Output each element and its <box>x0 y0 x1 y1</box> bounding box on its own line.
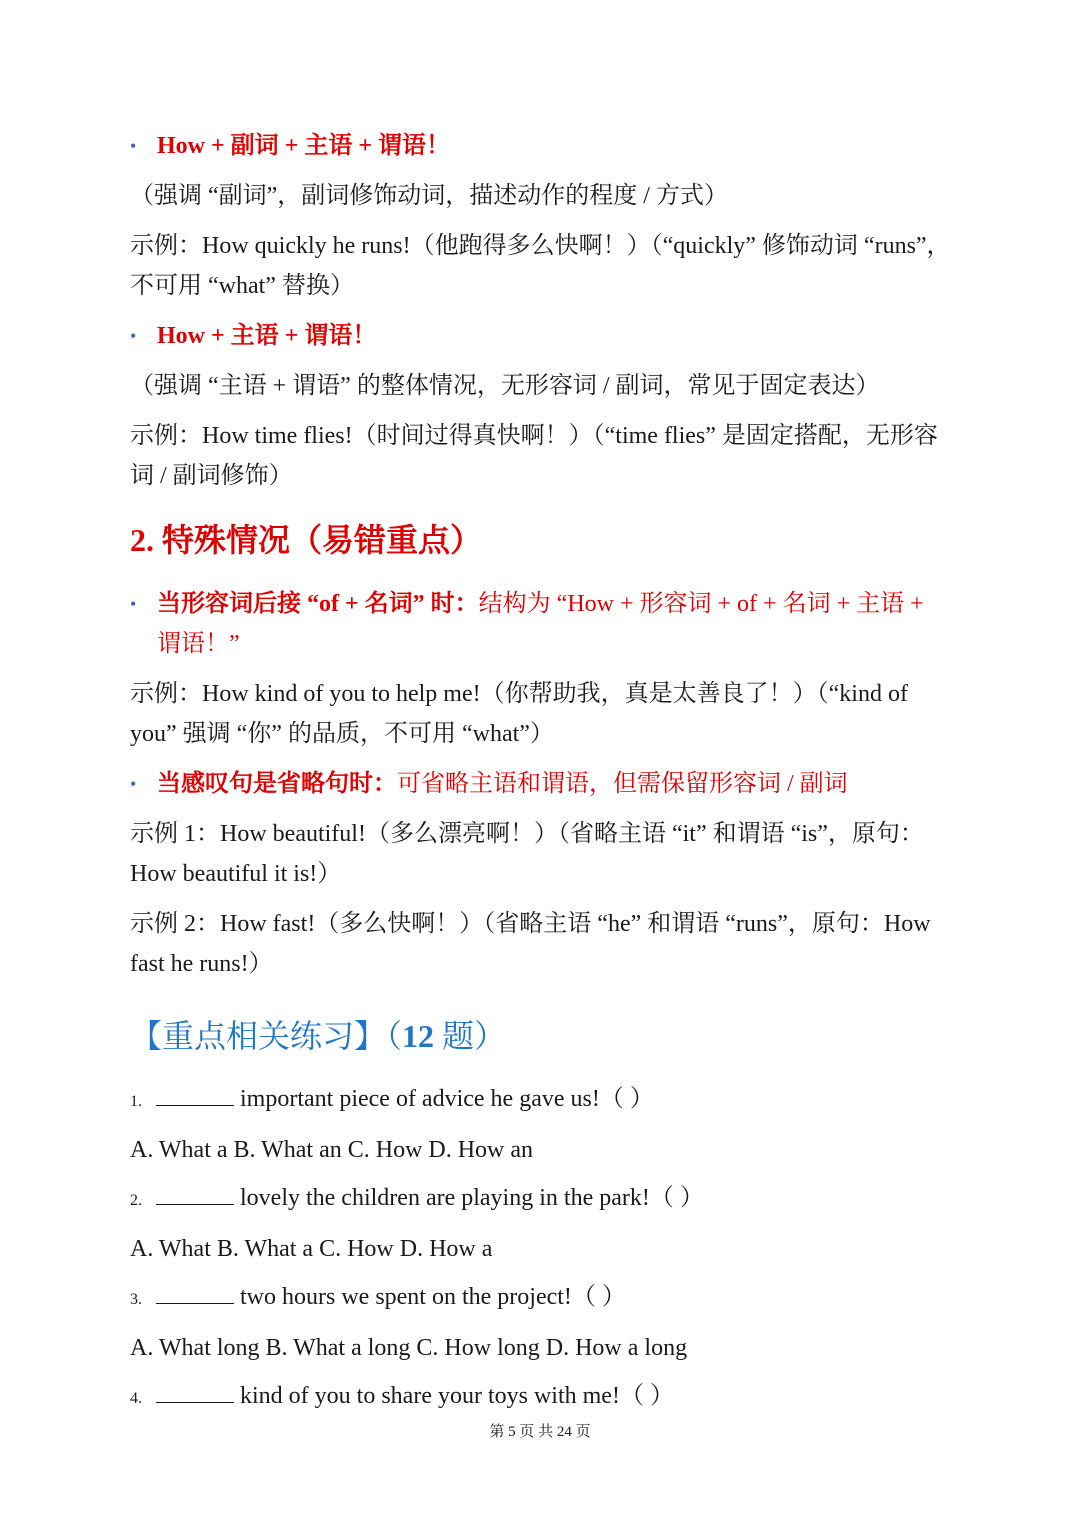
example-paragraph: 示例 1：How beautiful!（多么漂亮啊！）（省略主语 “it” 和谓语 “is”，原句：How beautiful it is!） <box>130 821 924 887</box>
document-page <box>130 126 952 1428</box>
bullet-rest: 可省略主语和谓语，但需保留形容词 / 副词 <box>397 771 848 797</box>
bullet-dot-icon: • <box>130 326 137 346</box>
question-text: two hours we spent on the project!（ ） <box>240 1284 626 1310</box>
answer-blank <box>156 1378 234 1403</box>
answer-blank <box>156 1279 234 1304</box>
question-number: 1. <box>130 1093 142 1110</box>
bullet-how-subject <box>130 316 952 356</box>
question-number: 2. <box>130 1192 142 1209</box>
bullet-of-noun <box>130 584 952 664</box>
practice-title <box>130 1012 952 1060</box>
bullet-dot-icon: • <box>130 136 137 156</box>
page-footer: 第 5 页 共 24 页 <box>489 1424 591 1440</box>
bullet-text: How + 主语 + 谓语！ <box>157 323 377 349</box>
paragraph: （强调 “副词”，副词修饰动词，描述动作的程度 / 方式） <box>130 183 728 209</box>
example-paragraph: 示例 2：How fast!（多么快啊！）（省略主语 “he” 和谓语 “runs”，原句：How fast he runs!） <box>130 911 931 977</box>
question-1 <box>130 1080 952 1121</box>
question-number: 4. <box>130 1390 142 1407</box>
bullet-how-adverb <box>130 126 952 166</box>
bullet-lead: 当感叹句是省略句时： <box>157 771 397 797</box>
bullet-dot-icon: • <box>130 594 137 614</box>
example-paragraph: 示例：How quickly he runs!（他跑得多么快啊！）（“quickly” 修饰动词 “runs”，不可用 “what” 替换） <box>130 233 951 299</box>
bullet-lead: 当形容词后接 “of + 名词” 时： <box>157 591 479 617</box>
example-paragraph: 示例：How time flies!（时间过得真快啊！）（“time flies” 是固定搭配，无形容词 / 副词修饰） <box>130 423 938 489</box>
question-text: kind of you to share your toys with me!（ ） <box>240 1383 674 1409</box>
practice-title-num: 12 <box>402 1018 435 1054</box>
question-options: A. What long B. What a long C. How long D. How a long <box>130 1335 688 1361</box>
bullet-ellipsis <box>130 764 952 804</box>
example-paragraph: 示例：How kind of you to help me!（你帮助我，真是太善良了！）（“kind of you” 强调 “你” 的品质，不可用 “what”） <box>130 681 908 747</box>
question-number: 3. <box>130 1291 142 1308</box>
answer-blank <box>156 1180 234 1205</box>
practice-title-b: 题） <box>434 1018 507 1054</box>
answer-blank <box>156 1081 234 1106</box>
bullet-dot-icon: • <box>130 774 137 794</box>
question-3 <box>130 1278 952 1319</box>
question-text: lovely the children are playing in the park!（ ） <box>240 1185 704 1211</box>
paragraph: （强调 “主语 + 谓语” 的整体情况，无形容词 / 副词，常见于固定表达） <box>130 373 880 399</box>
bullet-rest: 结构为 “How + 形容词 + of + 名词 + 主语 + 谓语！” <box>157 591 924 657</box>
question-4 <box>130 1377 952 1418</box>
question-2 <box>130 1179 952 1220</box>
bullet-text: How + 副词 + 主语 + 谓语！ <box>157 133 451 159</box>
question-text: important piece of advice he gave us!（ ） <box>240 1086 654 1112</box>
question-options: A. What a B. What an C. How D. How an <box>130 1137 534 1163</box>
section-title: 2. 特殊情况（易错重点） <box>130 522 483 558</box>
question-options: A. What B. What a C. How D. How a <box>130 1236 493 1262</box>
practice-title-a: 【重点相关练习】（ <box>130 1018 403 1054</box>
